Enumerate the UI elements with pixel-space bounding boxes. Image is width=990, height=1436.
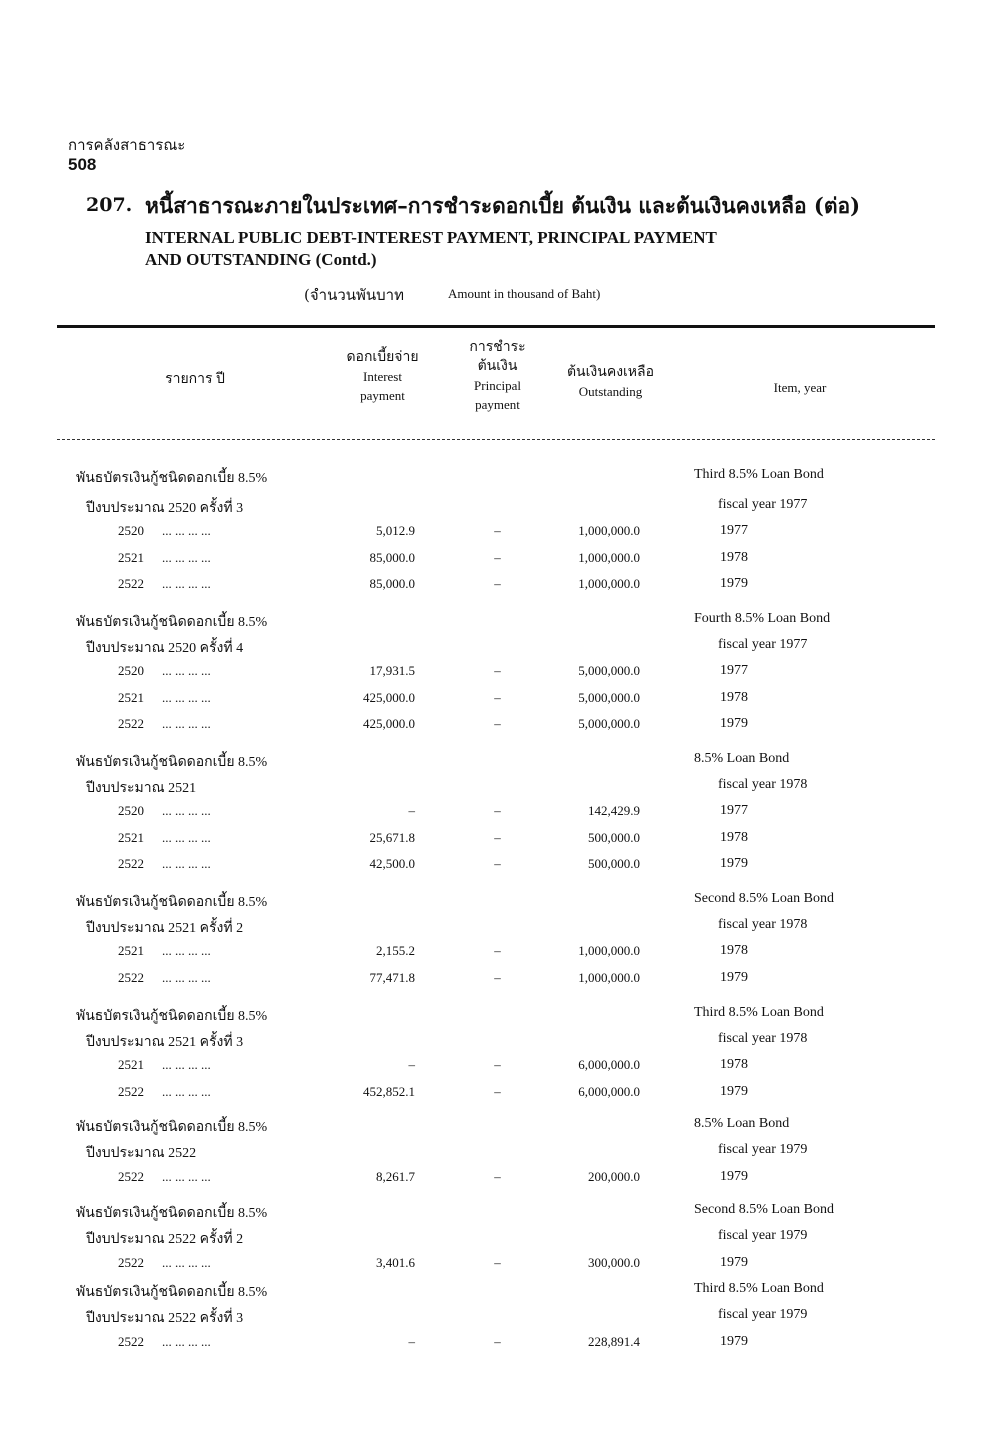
table-row bbox=[0, 690, 990, 716]
row-year-thai: 2522 bbox=[118, 576, 144, 591]
leader-dots: ... ... ... ... bbox=[162, 803, 211, 818]
interest-value: 2,155.2 bbox=[376, 943, 415, 958]
fiscal-year-english: fiscal year 1977 bbox=[718, 497, 808, 512]
row-year-english: 1979 bbox=[720, 1334, 748, 1349]
table-group-row bbox=[0, 1116, 990, 1142]
leader-dots: ... ... ... ... bbox=[162, 970, 211, 985]
table-row bbox=[0, 970, 990, 996]
row-year-thai: 2522 bbox=[118, 970, 144, 985]
bond-name-english: Fourth 8.5% Loan Bond bbox=[694, 611, 831, 626]
row-year-english: 1979 bbox=[720, 1084, 748, 1099]
outstanding-value: 1,000,000.0 bbox=[578, 576, 640, 591]
table-group-row bbox=[0, 1202, 990, 1228]
row-year-english: 1979 bbox=[720, 576, 748, 591]
row-year-thai: 2522 bbox=[118, 1334, 144, 1349]
header-outstanding-thai: ต้นเงินคงเหลือ bbox=[566, 365, 655, 380]
table-row bbox=[0, 830, 990, 856]
principal-value: – bbox=[494, 856, 501, 871]
bond-name-english: Second 8.5% Loan Bond bbox=[694, 891, 834, 906]
bond-name-english: 8.5% Loan Bond bbox=[694, 751, 790, 766]
fiscal-year-thai: ปีงบประมาณ 2522 ครั้งที่ 3 bbox=[86, 1311, 244, 1326]
interest-value: 452,852.1 bbox=[363, 1084, 415, 1099]
header-interest-en1: Interest bbox=[363, 369, 402, 384]
row-year-english: 1978 bbox=[720, 690, 748, 705]
row-year-english: 1977 bbox=[720, 663, 748, 678]
interest-value: 425,000.0 bbox=[363, 690, 415, 705]
table-group-row bbox=[0, 917, 990, 943]
row-year-english: 1978 bbox=[720, 943, 748, 958]
table-row bbox=[0, 1255, 990, 1281]
header-principal-en1: Principal bbox=[474, 378, 521, 393]
interest-value: 5,012.9 bbox=[376, 523, 415, 538]
outstanding-value: 228,891.4 bbox=[588, 1334, 640, 1349]
outstanding-value: 1,000,000.0 bbox=[578, 970, 640, 985]
table-group-row bbox=[0, 1281, 990, 1307]
bond-name-thai: พันธบัตรเงินกู้ชนิดดอกเบี้ย 8.5% bbox=[76, 1206, 268, 1221]
header-item-english: Item, year bbox=[773, 380, 827, 395]
bond-name-thai: พันธบัตรเงินกู้ชนิดดอกเบี้ย 8.5% bbox=[76, 755, 268, 770]
principal-value: – bbox=[494, 550, 501, 565]
unit-note-thai: (จำนวนพันบาท bbox=[304, 286, 404, 304]
principal-value: – bbox=[494, 576, 501, 591]
section-title: การคลังสาธารณะ bbox=[68, 136, 186, 154]
unit-note-english: Amount in thousand of Baht) bbox=[448, 286, 601, 301]
table-group-row bbox=[0, 1031, 990, 1057]
header-item-thai: รายการ ปี bbox=[165, 372, 225, 387]
leader-dots: ... ... ... ... bbox=[162, 576, 211, 591]
outstanding-value: 6,000,000.0 bbox=[578, 1084, 640, 1099]
bond-name-english: Third 8.5% Loan Bond bbox=[694, 1281, 824, 1296]
row-year-thai: 2521 bbox=[118, 830, 144, 845]
row-year-english: 1979 bbox=[720, 970, 748, 985]
leader-dots: ... ... ... ... bbox=[162, 1334, 211, 1349]
fiscal-year-thai: ปีงบประมาณ 2522 ครั้งที่ 2 bbox=[86, 1232, 244, 1247]
table-row bbox=[0, 576, 990, 602]
principal-value: – bbox=[494, 690, 501, 705]
interest-value: – bbox=[408, 1334, 415, 1349]
leader-dots: ... ... ... ... bbox=[162, 856, 211, 871]
row-year-thai: 2521 bbox=[118, 690, 144, 705]
outstanding-value: 5,000,000.0 bbox=[578, 663, 640, 678]
table-row bbox=[0, 1057, 990, 1083]
table-group-row bbox=[0, 891, 990, 917]
interest-value: 8,261.7 bbox=[376, 1169, 415, 1184]
outstanding-value: 300,000.0 bbox=[588, 1255, 640, 1270]
table-group-row bbox=[0, 467, 990, 493]
header-outstanding bbox=[548, 363, 673, 401]
row-year-english: 1978 bbox=[720, 1057, 748, 1072]
principal-value: – bbox=[494, 803, 501, 818]
header-principal-en2: payment bbox=[475, 397, 520, 412]
row-year-thai: 2521 bbox=[118, 943, 144, 958]
table-row bbox=[0, 1169, 990, 1195]
fiscal-year-thai: ปีงบประมาณ 2521 ครั้งที่ 3 bbox=[86, 1035, 244, 1050]
leader-dots: ... ... ... ... bbox=[162, 716, 211, 731]
fiscal-year-english: fiscal year 1978 bbox=[718, 1031, 808, 1046]
fiscal-year-english: fiscal year 1979 bbox=[718, 1228, 808, 1243]
header-outstanding-en: Outstanding bbox=[578, 384, 643, 399]
leader-dots: ... ... ... ... bbox=[162, 1255, 211, 1270]
interest-value: 3,401.6 bbox=[376, 1255, 415, 1270]
table-title-thai: หนี้สาธารณะภายในประเทศ–การชำระดอกเบี้ย ต้นเงิน และต้นเงินคงเหลือ (ต่อ) bbox=[145, 193, 861, 218]
row-year-thai: 2522 bbox=[118, 1169, 144, 1184]
row-year-thai: 2520 bbox=[118, 663, 144, 678]
principal-value: – bbox=[494, 716, 501, 731]
leader-dots: ... ... ... ... bbox=[162, 1084, 211, 1099]
interest-value: 17,931.5 bbox=[369, 663, 415, 678]
table-top-rule bbox=[57, 325, 935, 328]
interest-value: 85,000.0 bbox=[369, 550, 415, 565]
row-year-english: 1977 bbox=[720, 523, 748, 538]
row-year-english: 1978 bbox=[720, 830, 748, 845]
principal-value: – bbox=[494, 970, 501, 985]
fiscal-year-english: fiscal year 1979 bbox=[718, 1307, 808, 1322]
bond-name-english: Third 8.5% Loan Bond bbox=[694, 1005, 824, 1020]
header-principal-thai1: การชำระ bbox=[469, 340, 526, 355]
table-group-row bbox=[0, 751, 990, 777]
row-year-thai: 2522 bbox=[118, 716, 144, 731]
fiscal-year-english: fiscal year 1978 bbox=[718, 777, 808, 792]
row-year-english: 1979 bbox=[720, 1169, 748, 1184]
table-row bbox=[0, 663, 990, 689]
principal-value: – bbox=[494, 523, 501, 538]
header-principal-thai2: ต้นเงิน bbox=[477, 359, 518, 374]
outstanding-value: 1,000,000.0 bbox=[578, 523, 640, 538]
row-year-thai: 2521 bbox=[118, 550, 144, 565]
interest-value: 85,000.0 bbox=[369, 576, 415, 591]
bond-name-thai: พันธบัตรเงินกู้ชนิดดอกเบี้ย 8.5% bbox=[76, 895, 268, 910]
fiscal-year-thai: ปีงบประมาณ 2520 ครั้งที่ 3 bbox=[86, 501, 244, 516]
bond-name-thai: พันธบัตรเงินกู้ชนิดดอกเบี้ย 8.5% bbox=[76, 1285, 268, 1300]
interest-value: 425,000.0 bbox=[363, 716, 415, 731]
principal-value: – bbox=[494, 1334, 501, 1349]
leader-dots: ... ... ... ... bbox=[162, 1057, 211, 1072]
principal-value: – bbox=[494, 943, 501, 958]
row-year-thai: 2522 bbox=[118, 1255, 144, 1270]
table-group-row bbox=[0, 1228, 990, 1254]
row-year-english: 1977 bbox=[720, 803, 748, 818]
fiscal-year-thai: ปีงบประมาณ 2521 ครั้งที่ 2 bbox=[86, 921, 244, 936]
table-title-english: INTERNAL PUBLIC DEBT-INTEREST PAYMENT, PRINCIPAL PAYMENT bbox=[145, 228, 717, 247]
leader-dots: ... ... ... ... bbox=[162, 550, 211, 565]
outstanding-value: 1,000,000.0 bbox=[578, 550, 640, 565]
bond-name-thai: พันธบัตรเงินกู้ชนิดดอกเบี้ย 8.5% bbox=[76, 471, 268, 486]
row-year-english: 1979 bbox=[720, 716, 748, 731]
fiscal-year-english: fiscal year 1978 bbox=[718, 917, 808, 932]
interest-value: – bbox=[408, 803, 415, 818]
bond-name-english: Third 8.5% Loan Bond bbox=[694, 467, 824, 482]
leader-dots: ... ... ... ... bbox=[162, 1169, 211, 1184]
row-year-thai: 2522 bbox=[118, 856, 144, 871]
row-year-thai: 2521 bbox=[118, 1057, 144, 1072]
table-row bbox=[0, 943, 990, 969]
leader-dots: ... ... ... ... bbox=[162, 830, 211, 845]
table-group-row bbox=[0, 1307, 990, 1333]
table-row bbox=[0, 716, 990, 742]
table-title-english-contd: AND OUTSTANDING (Contd.) bbox=[145, 250, 377, 269]
principal-value: – bbox=[494, 1057, 501, 1072]
table-row bbox=[0, 803, 990, 829]
bond-name-english: 8.5% Loan Bond bbox=[694, 1116, 790, 1131]
outstanding-value: 500,000.0 bbox=[588, 830, 640, 845]
table-group-row bbox=[0, 1142, 990, 1168]
page-number: 508 bbox=[68, 155, 97, 174]
leader-dots: ... ... ... ... bbox=[162, 943, 211, 958]
leader-dots: ... ... ... ... bbox=[162, 523, 211, 538]
row-year-english: 1979 bbox=[720, 856, 748, 871]
bond-name-thai: พันธบัตรเงินกู้ชนิดดอกเบี้ย 8.5% bbox=[76, 1009, 268, 1024]
leader-dots: ... ... ... ... bbox=[162, 690, 211, 705]
table-row bbox=[0, 856, 990, 882]
bond-name-thai: พันธบัตรเงินกู้ชนิดดอกเบี้ย 8.5% bbox=[76, 1120, 268, 1135]
outstanding-value: 5,000,000.0 bbox=[578, 716, 640, 731]
row-year-thai: 2520 bbox=[118, 523, 144, 538]
header-divider bbox=[57, 439, 935, 440]
interest-value: 42,500.0 bbox=[369, 856, 415, 871]
table-group-row bbox=[0, 1005, 990, 1031]
principal-value: – bbox=[494, 1084, 501, 1099]
principal-value: – bbox=[494, 830, 501, 845]
fiscal-year-thai: ปีงบประมาณ 2521 bbox=[86, 781, 197, 796]
leader-dots: ... ... ... ... bbox=[162, 663, 211, 678]
outstanding-value: 6,000,000.0 bbox=[578, 1057, 640, 1072]
header-interest-thai: ดอกเบี้ยจ่าย bbox=[346, 350, 419, 365]
table-group-row bbox=[0, 497, 990, 523]
outstanding-value: 142,429.9 bbox=[588, 803, 640, 818]
fiscal-year-english: fiscal year 1979 bbox=[718, 1142, 808, 1157]
bond-name-thai: พันธบัตรเงินกู้ชนิดดอกเบี้ย 8.5% bbox=[76, 615, 268, 630]
interest-value: 25,671.8 bbox=[369, 830, 415, 845]
row-year-thai: 2520 bbox=[118, 803, 144, 818]
header-interest-en2: payment bbox=[360, 388, 405, 403]
outstanding-value: 1,000,000.0 bbox=[578, 943, 640, 958]
principal-value: – bbox=[494, 1255, 501, 1270]
header-principal bbox=[450, 338, 545, 414]
fiscal-year-english: fiscal year 1977 bbox=[718, 637, 808, 652]
principal-value: – bbox=[494, 663, 501, 678]
outstanding-value: 5,000,000.0 bbox=[578, 690, 640, 705]
fiscal-year-thai: ปีงบประมาณ 2522 bbox=[86, 1146, 197, 1161]
table-row bbox=[0, 523, 990, 549]
row-year-thai: 2522 bbox=[118, 1084, 144, 1099]
table-group-row bbox=[0, 637, 990, 663]
interest-value: 77,471.8 bbox=[369, 970, 415, 985]
principal-value: – bbox=[494, 1169, 501, 1184]
interest-value: – bbox=[408, 1057, 415, 1072]
outstanding-value: 200,000.0 bbox=[588, 1169, 640, 1184]
row-year-english: 1978 bbox=[720, 550, 748, 565]
table-row bbox=[0, 550, 990, 576]
table-row bbox=[0, 1334, 990, 1360]
bond-name-english: Second 8.5% Loan Bond bbox=[694, 1202, 834, 1217]
row-year-english: 1979 bbox=[720, 1255, 748, 1270]
table-group-row bbox=[0, 777, 990, 803]
table-row bbox=[0, 1084, 990, 1110]
fiscal-year-thai: ปีงบประมาณ 2520 ครั้งที่ 4 bbox=[86, 641, 244, 656]
header-interest bbox=[325, 348, 440, 405]
outstanding-value: 500,000.0 bbox=[588, 856, 640, 871]
table-group-row bbox=[0, 611, 990, 637]
table-number: 207. bbox=[86, 194, 133, 216]
